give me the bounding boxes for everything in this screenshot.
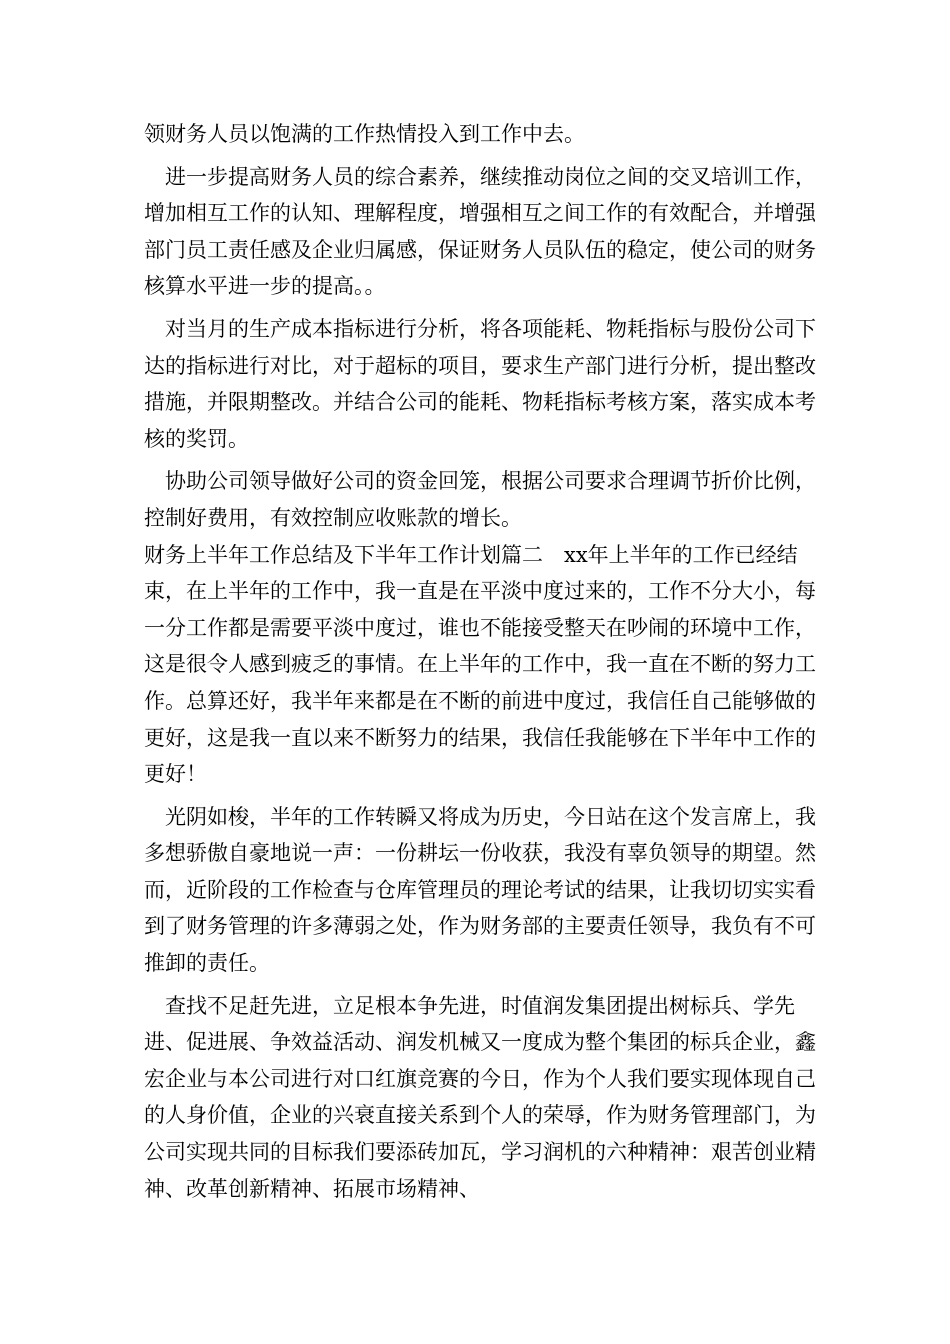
paragraph-3: 对当月的生产成本指标进行分析，将各项能耗、物耗指标与股份公司下达的指标进行对比，对于超标的项目，要求生产部门进行分析，提出整改措施，并限期整改。并结合公司的能耗、物耗指标考核方案，落实成本考核的奖罚。 [144, 316, 816, 451]
paragraph-6: 光阴如梭，半年的工作转瞬又将成为历史，今日站在这个发言席上，我多想骄傲自豪地说一声：一份耕坛一份收获，我没有辜负领导的期望。然而，近阶段的工作检查与仓库管理员的理论考试的结果，让我切切实实看到了财务管理的许多薄弱之处，作为财务部的主要责任领导，我负有不可推卸的责任。 [144, 804, 816, 976]
paragraph-7: 查找不足赶先进，立足根本争先进，时值润发集团提出树标兵、学先进、促进展、争效益活动、润发机械又一度成为整个集团的标兵企业，鑫宏企业与本公司进行对口红旗竞赛的今日，作为个人我们要实现体现自己的人身价值，企业的兴衰直接关系到个人的荣辱，作为财务管理部门，为公司实现共同的目标我们要添砖加瓦，学习润机的六种精神：艰苦创业精神、改革创新精神、拓展市场精神、 [144, 993, 816, 1201]
document-page [144, 116, 824, 1207]
paragraph-2: 进一步提高财务人员的综合素养，继续推动岗位之间的交叉培训工作，增加相互工作的认知、理解程度，增强相互之间工作的有效配合，并增强部门员工责任感及企业归属感，保证财务人员队伍的稳定，使公司的财务核算水平进一步的提高。。 [144, 164, 816, 299]
paragraph-5: 财务上半年工作总结及下半年工作计划篇二 xx年上半年的工作已经结束，在上半年的工作中，我一直是在平淡中度过来的，工作不分大小，每一分工作都是需要平淡中度过，谁也不能接受整天在吵闹的环境中工作，这是很令人感到疲乏的事情。在上半年的工作中，我一直在不断的努力工作。总算还好，我半年来都是在不断的前进中度过，我信任自己能够做的更好，这是我一直以来不断努力的结果，我信任我能够在下半年中工作的更好！ [144, 542, 816, 787]
paragraph-1: 领财务人员以饱满的工作热情投入到工作中去。 [144, 122, 585, 146]
paragraph-4: 协助公司领导做好公司的资金回笼，根据公司要求合理调节折价比例，控制好费用，有效控制应收账款的增长。 [144, 469, 816, 530]
